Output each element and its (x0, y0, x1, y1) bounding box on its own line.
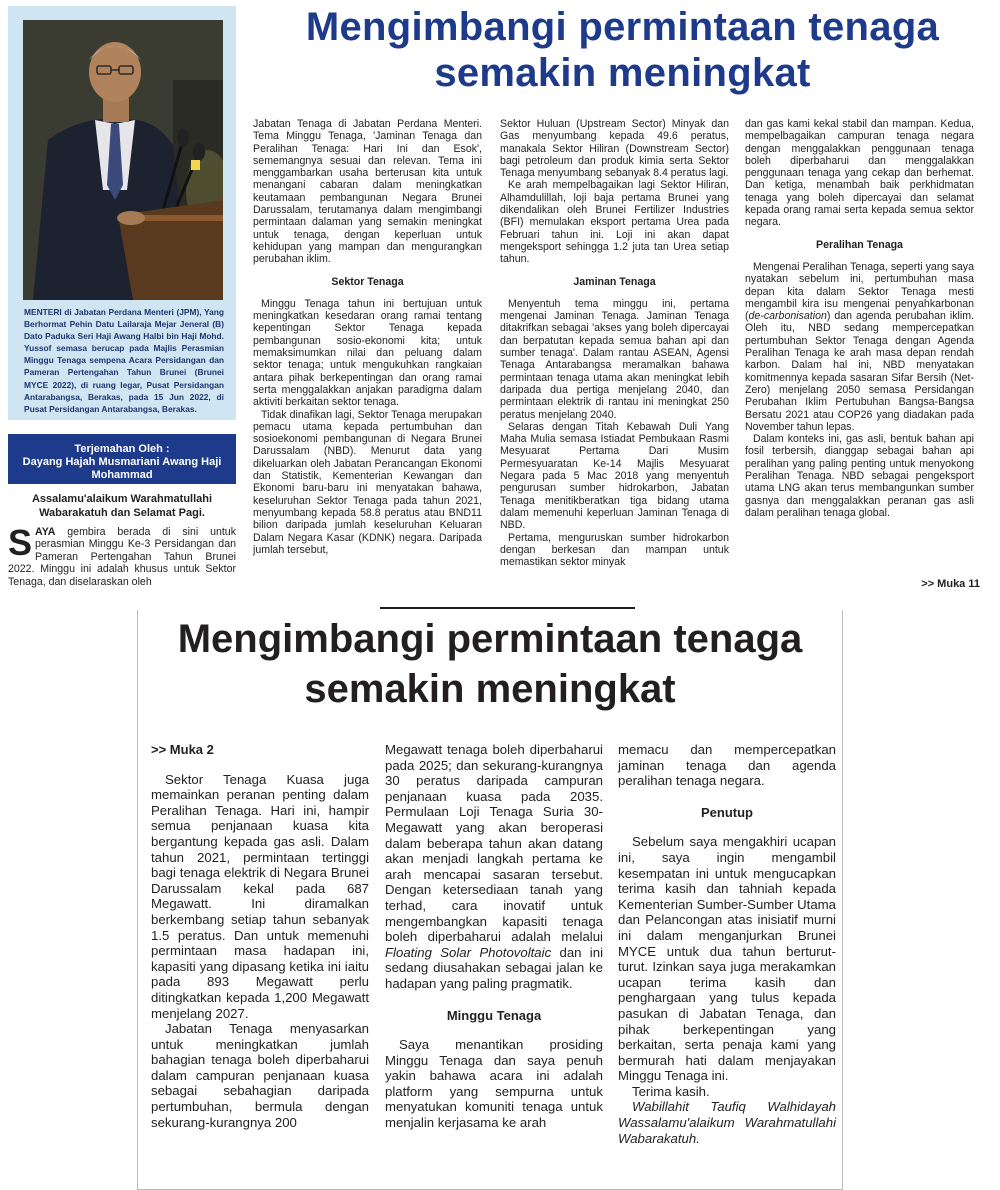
paragraph: dan gas kami kekal stabil dan mampan. Kedua, mempelbagaikan campuran tenaga negara dengan menggalakkan penggunaan tenaga boleh diperbaharui dan menggalakkan penggunaan tenaga yang cekap dan berhemat. Dan ketiga, menambah baik perkhidmatan tenaga yang boleh dipercayai dan selamat kepada orang ramai serta kepada semua sektor negara. (745, 118, 974, 229)
paragraph (385, 742, 603, 992)
section-heading: Sektor Tenaga (331, 275, 404, 288)
paragraph-part: ) dan agenda perubahan iklim. Oleh itu, NBD sedang mempercepatkan pertumbuhan Sektor Tenaga dengan Agenda Peralihan Tenaga ke arah masa depan rendah karbon. Dalam hal ini, NBD menyatakan komitmennya kepada sasaran Sifar Bersih (Net-Zero) menjelang 2050 semasa Persidangan Perubahan Iklim Pertubuhan Bangsa-Bangsa Bersatu 2021 atau COP26 yang diadakan pada November tahun lepas. (745, 310, 974, 433)
paragraph (745, 261, 974, 433)
paragraph: Terima kasih. (632, 1083, 710, 1099)
bottom-page-headline: Mengimbangi permintaan tenaga semakin meningkat (177, 617, 803, 711)
lead-paragraph: gembira berada di sini untuk perasmian Minggu Ke-3 Persidangan dan Pameran Pertengahan Tahun Brunei 2022. Minggu ini adalah khusus untuk Sektor Tenaga, dan diselaraskan oleh (8, 526, 236, 588)
section-heading: Jaminan Tenaga (573, 275, 656, 288)
lead-bold-word: AYA (35, 526, 56, 538)
translator-credit-box (8, 434, 236, 484)
page-divider (380, 607, 635, 609)
closing-italic: Wabillahit Taufiq Walhidayah Wassalamu'alaikum Warahmatullahi Wabarakatuh. (618, 1099, 836, 1146)
paragraph: Sebelum saya mengakhiri ucapan ini, saya ingin mengambil kesempatan ini untuk mengucapkan terima kasih dan tahniah kepada Kementerian Sumber-Sumber Utama dan Pelancongan atas inisiatif murni ini dalam menganjurkan Brunei MYCE untuk dua tahun berturut-turut. Izinkan saya juga merakamkan ucapan terima kasih dan penghargaan yang tulus kepada pasukan di Jabatan Tenaga, dan pihak berkepentingan yang berkaitan, serta penaja kami yang bermurah hati dalam menjayakan Minggu Tenaga ini. (618, 834, 836, 1084)
paragraph: Sektor Tenaga Kuasa juga memainkan peranan penting dalam Peralihan Tenaga. Hari ini, hampir semua penjanaan kuasa kita bergantung kepada gas asli. Dalam tahun 2021, permintaan tertinggi bagi tenaga elektrik di Negara Brunei Darussalam kekal pada 687 Megawatt. Ini diramalkan berkembang setiap tahun sebanyak 1.5 peratus. Dan untuk memenuhi permintaan masa hadapan ini, kapasiti yang dipasang ketika ini iaitu pada 893 Megawatt perlu ditingkatkan kepada 1,200 Megawatt menjelang 2027. (151, 771, 369, 1021)
paragraph: memacu dan mempercepatkan jaminan tenaga dan agenda peralihan tenaga negara. (618, 742, 836, 789)
section-heading: Minggu Tenaga (446, 1007, 542, 1023)
paragraph: Dalam konteks ini, gas asli, bentuk bahan api fosil terbersih, dianggap sebagai bahan api peralihan yang paling penting untuk menyokong Peralihan Tenaga. NBD sebagai pengeksport utama LNG akan terus membangunkan sumber gasnya dan menggalakkan peranan gas asli dalam peralihan tenaga global. (745, 433, 974, 519)
paragraph: Jabatan Tenaga di Jabatan Perdana Menteri. Tema Minggu Tenaga, 'Jaminan Tenaga dan Peralihan Tenaga: Hari Ini dan Esok', sememangnya sesuai dan relevan. Tema ini menggambarkan usaha berterusan kita untuk menangani cabaran dalam meningkatkan keutamaan pembangunan Negara Brunei Darussalam, terutamanya dalam mengimbangi permintaan dalaman yang semakin meningkat untuk tenaga, dengan keperluan untuk kehidupan yang mampan dan mengurangkan perubahan iklim. (253, 118, 482, 266)
speaker-photo (23, 20, 223, 300)
article-column-1 (8, 522, 236, 588)
italic-term: de-carbonisation (748, 310, 827, 323)
translator-label: Terjemahan Oleh : (74, 443, 170, 455)
photo-caption: MENTERI di Jabatan Perdana Menteri (JPM), Yang Berhormat Pehin Datu Lailaraja Mejar Jeneral (B) Dato Paduka Seri Haji Awang Halbi bin Haji Mohd. Yussof semasa berucap pada Majlis Perasmian Minggu Tenaga sempena Acara Persidangan dan Pameran Pertengahan Tahun Brunei (Brunei MYCE 2022), di ruang legar, Pusat Persidangan Antarabangsa, Berakas, pada 15 Jun 2022, di Pusat Persidangan Antarabangsa, Berakas. (24, 307, 224, 414)
paragraph: Minggu Tenaga tahun ini bertujuan untuk meningkatkan kesedaran orang ramai tentang kepentingan Sektor Tenaga kepada pembangunan sosio-ekonomi kita; untuk memaksimumkan nilai dan peluang dalam sektor tenaga; untuk mengukuhkan rangkaian antara pihak berkepentingan dan orang ramai serta menggalakkan anjakan paradigma dalam aktiviti berkaitan sektor tenaga. (253, 297, 482, 409)
article-column-4 (745, 118, 974, 519)
dropcap-letter: S (8, 522, 33, 563)
continued-column-3 (618, 742, 836, 1146)
paragraph: Ke arah mempelbagaikan lagi Sektor Hiliran, Alhamdulillah, loji baja pertama Brunei yang dikendalikan oleh Brunei Fertilizer Industries (BFI) memulakan eksport pertama Urea pada Februari tahun ini. Loji ini akan dapat mengeksport sehingga 1.2 juta tan Urea setiap tahun. (500, 179, 729, 266)
article-column-3 (500, 118, 729, 568)
paragraph: Menyentuh tema minggu ini, pertama mengenai Jaminan Tenaga. Jaminan Tenaga ditakrifkan sebagai 'akses yang boleh dipercayai dan berpatutan kepada semua bahan api dan sumber tenaga'. Dalam rantau ASEAN, Agensi Tenaga Antarabangsa meramalkan bahawa permintaan tenaga utama akan meningkat lebih daripada dua pertiga menjelang 2040, dan permintaan elektrik di rantau ini meningkat 250 peratus menjelang 2040. (500, 297, 729, 421)
photo-caption-box (8, 6, 236, 420)
greeting-text: Assalamu'alaikum Warahmatullahi Wabarakatuh dan Selamat Pagi. (31, 493, 213, 519)
paragraph: Jabatan Tenaga menyasarkan untuk meningkatkan jumlah bahagian tenaga boleh diperbaharui dalam campuran penjanaan kuasa sebagai sebahagian daripada pertumbuhan, bermula dengan sekurang-kurangnya 200 (151, 1021, 369, 1130)
paragraph-part: Megawatt tenaga boleh diperbaharui pada 2025; dan sekurang-kurangnya 30 peratus daripada campuran penjanaan kuasa pada 2035. Permulaan Loji Tenaga Suria 30-Megawatt yang akan beroperasi dalam beberapa tahun akan datang akan menjadi langkah pertama ke arah mencapai sasaran tersebut. Dengan ketersediaan tanah yang terhad, cara inovatif untuk mengembangkan kapasiti tenaga boleh diperbaharui adalah melalui (385, 742, 603, 945)
section-heading: Penutup (701, 804, 753, 820)
closing-salutation (618, 1099, 836, 1146)
continued-from-page: >> Muka 2 (151, 742, 214, 757)
continued-column-1 (151, 742, 369, 1130)
paragraph-part: Mengenai Peralihan Tenaga, seperti yang saya nyatakan sebelum ini, pertumbuhan masa depan kita dalam Sektor Tenaga mesti mengambil kira isu mengenai penyahkarbonan ( (745, 260, 974, 323)
translator-name: Dayang Hajah Musmariani Awang Haji Mohammad (22, 456, 222, 481)
top-page-headline: Mengimbangi permintaan tenaga semakin meningkat (305, 5, 940, 95)
section-heading: Peralihan Tenaga (816, 238, 903, 251)
continued-column-2 (385, 742, 603, 1131)
paragraph: Sektor Huluan (Upstream Sector) Minyak dan Gas menyumbang kepada 49.6 peratus, manakala Sektor Hiliran (Downstream Sector) bagi petroleum dan produk kimia serta Sektor Tenaga menyumbang sebanyak 8.4 peratus lagi. (500, 118, 729, 180)
paragraph: Saya menantikan prosiding Minggu Tenaga dan saya penuh yakin bahawa acara ini adalah platform yang sempurna untuk menyatukan komuniti tenaga untuk menjalin kerjasama ke arah (385, 1037, 603, 1131)
continued-on-page: >> Muka 11 (921, 578, 980, 590)
italic-term: Floating Solar Photovoltaic (385, 944, 552, 960)
article-column-2 (253, 118, 482, 556)
paragraph: Selaras dengan Titah Kebawah Duli Yang Maha Mulia semasa Istiadat Pembukaan Rasmi Mesyuarat Pertama Dari Musim Permesyuaratan Ke-14 Majlis Mesyuarat Negara pada 5 Mac 2018 yang menyentuh pengurusan sumber hidrokarbon, Jabatan Tenaga menitikberatkan tiga bidang utama dalam memenuhi keperluan Jaminan Tenaga di NBD. (500, 420, 729, 532)
paragraph-part: dan ini sedang diusahakan sebagai jalan ke hadapan yang paling pragmatik. (385, 944, 603, 991)
paragraph: Pertama, menguruskan sumber hidrokarbon dengan berkesan dan mampan untuk memastikan sektor minyak (500, 531, 729, 569)
paragraph: Tidak dinafikan lagi, Sektor Tenaga merupakan pemacu utama kepada pertumbuhan dan sosioekonomi pembangunan di Negara Brunei Darussalam (NBD). Menurut data yang dikeluarkan oleh Jabatan Perancangan Ekonomi dan Statistik, Kementerian Kewangan dan Ekonomi baru-baru ini menyatakan bahawa, keseluruhan Sektor Tenaga pada tahun 2021, menyumbang kepada 58.8 peratus atau BND11 bilion daripada jumlah keseluruhan Keluaran Dalam Negara Kasar (KDNK) negara. Daripada jumlah tersebut, (253, 408, 482, 556)
